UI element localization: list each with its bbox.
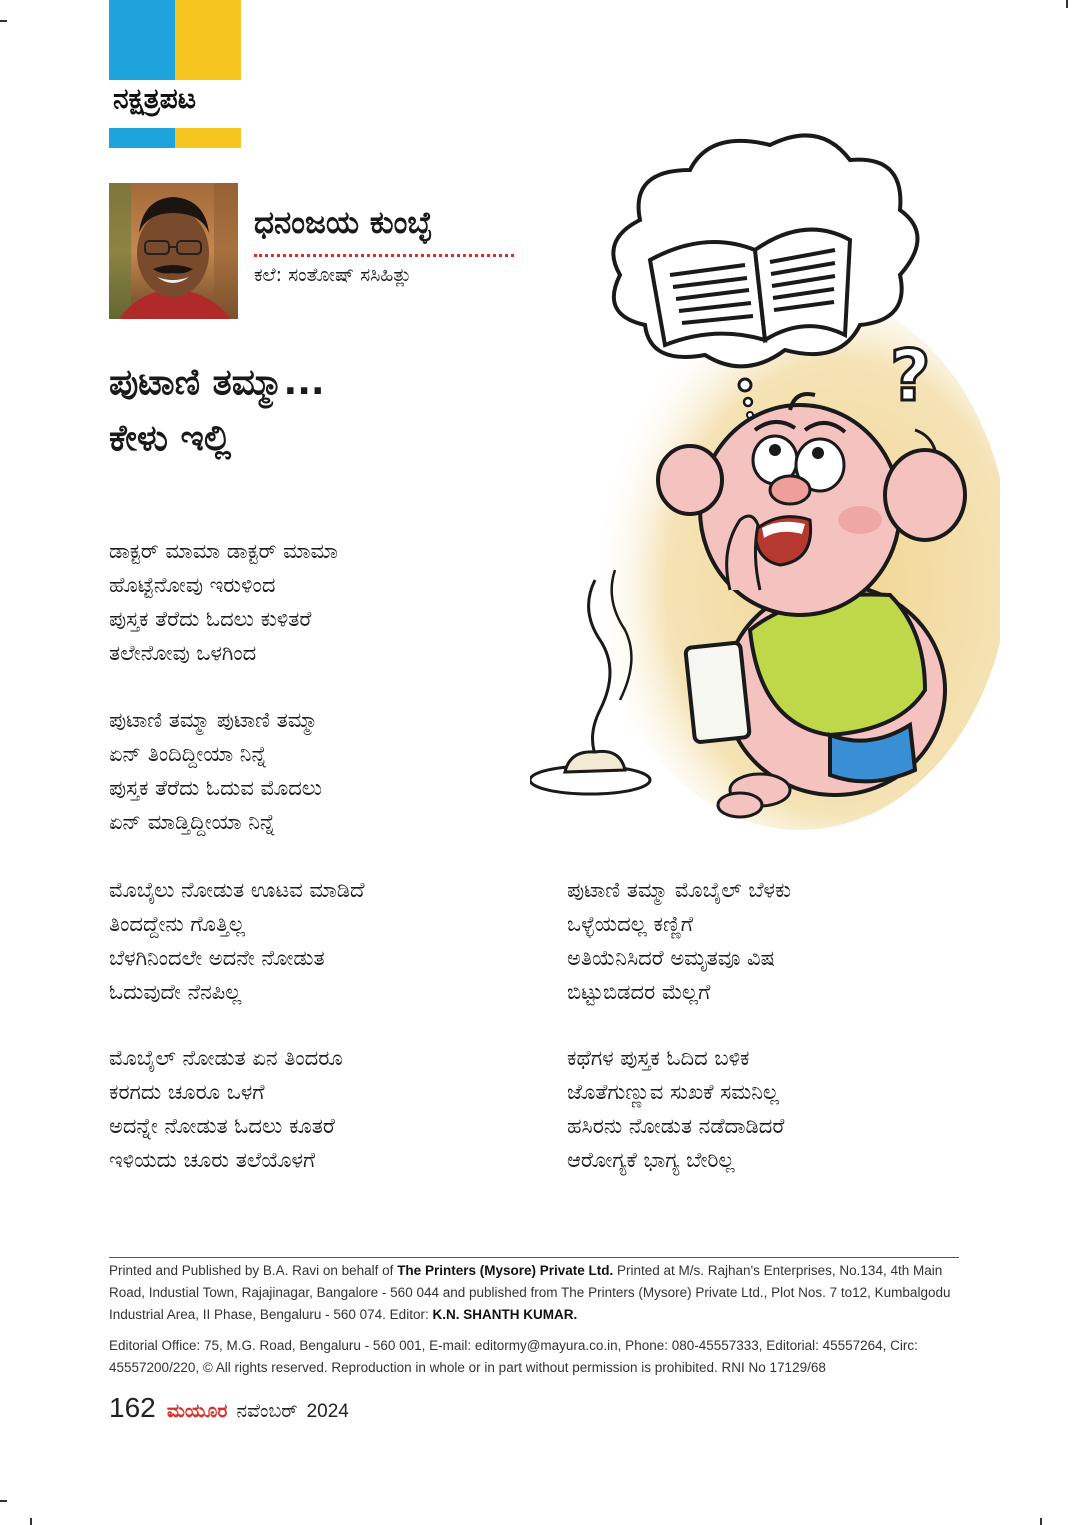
imprint-text	[109, 1260, 969, 1326]
poem-title-line: ಕೇಳು ಇಲ್ಲಿ	[109, 418, 232, 459]
mobile-phone-icon	[685, 642, 750, 742]
dotted-rule	[254, 254, 514, 257]
crop-mark	[0, 20, 7, 22]
art-credit: ಕಲೆ: ಸಂತೋಷ್ ಸಸಿಹಿತ್ಲು	[254, 264, 412, 286]
poem-line: ಬೆಳಗಿನಿಂದಲೇ ಅದನೇ ನೋಡುತ	[109, 946, 325, 970]
issue-year: 2024	[306, 1401, 349, 1422]
badge-yellow-block	[175, 0, 241, 80]
crop-mark	[1040, 1518, 1042, 1525]
poem-line: ತಲೇನೋವು ಒಳಗಿಂದ	[109, 641, 257, 665]
poem-title-line: ಪುಟಾಣಿ ತಮ್ಮಾ...	[109, 362, 325, 403]
section-label: ನಕ್ಷತ್ರಪಟ	[113, 82, 196, 115]
poem-line: ಏನ್ ತಿಂದಿದ್ದೀಯಾ ನಿನ್ನೆ	[109, 742, 267, 766]
poem-line: ಏನ್ ಮಾಡ್ತಿದ್ದೀಯಾ ನಿನ್ನೆ	[109, 810, 276, 834]
issue-month: ನವೆಂಬರ್	[236, 1400, 298, 1422]
poem-line: ಓದುವುದೇ ನೆನಪಿಲ್ಲ	[109, 980, 242, 1004]
magazine-name: ಮಯೂರ	[166, 1400, 228, 1422]
page-folio	[109, 1392, 349, 1424]
stanza	[567, 873, 791, 1009]
poem-line: ಜೊತೆಗುಣ್ಣುವ ಸುಖಕೆ ಸಮನಿಲ್ಲ	[567, 1080, 780, 1104]
badge-blue-strip	[109, 128, 175, 148]
poem-line: ಕರಗದು ಚೂರೂ ಒಳಗೆ	[109, 1080, 265, 1104]
stanza	[109, 1041, 343, 1177]
poem-line: ಹಸಿರನು ನೋಡುತ ನಡೆದಾಡಿದರೆ	[567, 1114, 785, 1138]
section-badge	[109, 0, 241, 148]
author-name: ಧನಂಜಯ ಕುಂಬ್ಳೆ	[254, 205, 432, 241]
editorial-office-text: Editorial Office: 75, M.G. Road, Bengaluru - 560 001, E-mail: editormy@mayura.co.in, Phone: 080-45557333, Editorial: 45557264, Circ: 45557200/220, © All rights reserved. Reproduction in whole or in part without permission is prohibited. RNI No 17129/68	[109, 1338, 918, 1375]
poem-line: ಇಳಿಯದು ಚೂರು ತಲೆಯೊಳಗೆ	[109, 1148, 316, 1172]
stanza	[109, 873, 364, 1009]
badge-blue-block	[109, 0, 175, 80]
imprint-text-part: Printed at M/s. Rajhan's Enterprises, No.134, 4th Main Road, Industial Town, Rajajinagar, Bangalore - 560 044 and published from The Printers (Mysore) Private Ltd., Plot Nos. 7 to12, Kumbalgodu Industrial Area, II Phase, Bengaluru - 560 074. Editor:	[109, 1263, 951, 1322]
stanza	[109, 534, 338, 670]
crop-mark	[1066, 0, 1068, 8]
poem-line: ಪುಸ್ತಕ ತೆರೆದು ಓದಲು ಕುಳಿತರೆ	[109, 607, 312, 631]
poem-line: ಡಾಕ್ಟರ್ ಮಾಮಾ ಡಾಕ್ಟರ್ ಮಾಮಾ	[109, 539, 338, 563]
poem-line: ಆರೋಗ್ಯಕೆ ಭಾಗ್ಯ ಬೇರಿಲ್ಲ	[567, 1148, 735, 1172]
poem-line: ಅದನ್ನೇ ನೋಡುತ ಓದಲು ಕೂತರೆ	[109, 1114, 335, 1138]
editor-name: K.N. SHANTH KUMAR.	[432, 1307, 578, 1322]
imprint-text-part: Printed and Published by B.A. Ravi on behalf of	[109, 1263, 398, 1278]
stanza	[567, 1041, 784, 1177]
poem-line: ಕಥೆಗಳ ಪುಸ್ತಕ ಓದಿದ ಬಳಿಕ	[567, 1046, 750, 1070]
badge-yellow-strip	[175, 128, 241, 148]
poem-line: ಪುಸ್ತಕ ತೆರೆದು ಓದುವ ಮೊದಲು	[109, 776, 323, 800]
poem-title	[109, 355, 325, 467]
poem-line: ಪುಟಾಣಿ ತಮ್ಮಾ ಮೊಬೈಲ್ ಬೆಳಕು	[567, 878, 792, 902]
crop-mark	[0, 1500, 7, 1502]
poem-line: ತಿಂದದ್ದೇನು ಗೊತ್ತಿಲ್ಲ	[109, 912, 246, 936]
footer-rule	[109, 1257, 959, 1258]
book-icon	[650, 230, 850, 345]
publisher-name: The Printers (Mysore) Private Ltd.	[397, 1263, 614, 1278]
poem-line: ಮೊಬೈಲು ನೋಡುತ ಊಟವ ಮಾಡಿದೆ	[109, 878, 365, 902]
poem-line: ಮೊಬೈಲ್ ನೋಡುತ ಏನ ತಿಂದರೂ	[109, 1046, 343, 1070]
page-number: 162	[109, 1392, 156, 1423]
poem-line: ಹೊಟ್ಟೆನೋವು ಇರುಳಿಂದ	[109, 573, 276, 597]
author-photo	[109, 183, 238, 319]
poem-line: ಬಿಟ್ಟುಬಿಡದರ ಮೆಲ್ಲಗೆ	[567, 980, 711, 1004]
boy-with-phone-illustration	[530, 110, 1000, 840]
crop-mark	[30, 1518, 32, 1525]
question-mark: ?	[890, 335, 931, 417]
stanza	[109, 703, 322, 839]
poem-line: ಒಳ್ಳೆಯದಲ್ಲ ಕಣ್ಣಿಗೆ	[567, 912, 693, 936]
food	[565, 751, 625, 772]
poem-line: ಅತಿಯೆನಿಸಿದರೆ ಅಮೃತವೂ ವಿಷ	[567, 946, 775, 970]
poem-line: ಪುಟಾಣಿ ತಮ್ಮಾ ಪುಟಾಣಿ ತಮ್ಮಾ	[109, 708, 319, 732]
